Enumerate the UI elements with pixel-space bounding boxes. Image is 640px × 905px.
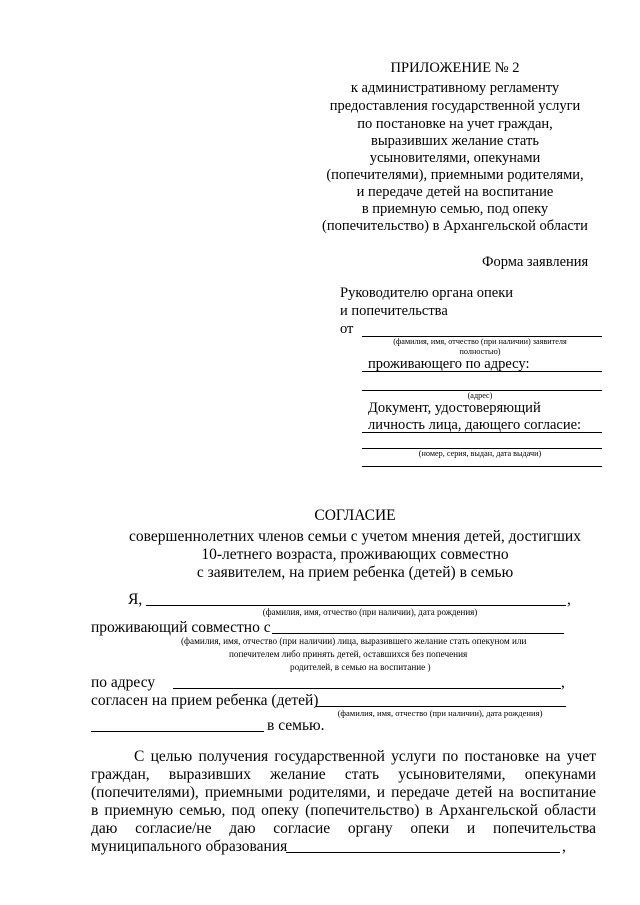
residing-line	[362, 371, 602, 372]
appendix-line: усыновителями, опекунами	[369, 150, 541, 166]
caption-i: (фамилия, имя, отчество (при наличии), дата рождения)	[262, 607, 478, 617]
municipality-label: муниципального образования	[91, 838, 288, 855]
address-label: по адресу	[91, 674, 156, 691]
consent-title: СОГЛАСИЕ	[314, 507, 396, 524]
from-label: от	[340, 321, 354, 337]
paragraph-line: в приемную семью, под опеку (попечительство) в Архангельской области	[91, 802, 596, 819]
doc-line	[362, 432, 602, 433]
address-line	[173, 688, 561, 689]
residing-label: проживающего по адресу:	[368, 356, 530, 372]
consent-subtitle: с заявителем, на прием ребенка (детей) в семью	[196, 564, 514, 581]
i-name-line	[146, 605, 566, 606]
consent-subtitle: совершеннолетних членов семьи с учетом мнения детей, достигших	[129, 528, 581, 545]
appendix-line: к административному регламенту	[350, 80, 560, 96]
addressee-line: Руководителю органа опеки	[340, 285, 514, 301]
municipality-line	[286, 852, 560, 853]
caption-child: (фамилия, имя, отчество (при наличии), дата рождения)	[337, 708, 543, 718]
doc-label: личность лица, дающего согласие:	[368, 417, 582, 433]
caption-applicant-name: (фамилия, имя, отчество (при наличии) заявителя	[393, 337, 567, 346]
child-line	[316, 706, 566, 707]
child-line-2	[91, 731, 264, 732]
caption-cohabit: (фамилия, имя, отчество (при наличии) лица, выразившего желание стать опекуном или	[181, 636, 527, 646]
comma: ,	[562, 838, 566, 855]
cohabit-line	[272, 633, 564, 634]
appendix-line: выразивших желание стать	[371, 133, 539, 149]
appendix-line: по постановке на учет граждан,	[357, 116, 553, 132]
caption-cohabit: родителей, в семью на воспитание )	[290, 662, 431, 672]
caption-applicant-name: полностью)	[459, 347, 501, 356]
appendix-line: в приемную семью, под опеку	[361, 201, 549, 217]
addressee-line: и попечительства	[340, 303, 448, 319]
agree-label: согласен на прием ребенка (детей)	[91, 692, 319, 709]
comma: ,	[567, 591, 571, 608]
appendix-line: (попечителями), приемными родителями,	[326, 167, 584, 183]
into-family: в семью.	[267, 717, 325, 734]
cohabit-label: проживающий совместно с	[91, 619, 271, 636]
paragraph-line: С целью получения государственной услуги по постановке на учет	[134, 748, 596, 765]
doc-line	[362, 466, 602, 467]
appendix-title: ПРИЛОЖЕНИЕ № 2	[390, 60, 520, 76]
appendix-line: предоставления государственной услуги	[329, 98, 581, 114]
paragraph-line: даю согласие/не даю согласие органу опеки и попечительства	[91, 820, 596, 837]
comma: ,	[561, 674, 565, 691]
consent-subtitle: 10-летнего возраста, проживающих совместно	[201, 546, 509, 563]
caption-doc: (номер, серия, выдан, дата выдачи)	[418, 449, 542, 458]
i-label: Я,	[128, 591, 143, 608]
appendix-line: и передаче детей на воспитание	[356, 184, 554, 200]
paragraph-line: (попечителями), приемными родителями, и передаче детей на воспитание	[91, 784, 596, 801]
caption-address: (адрес)	[467, 391, 493, 400]
appendix-line: (попечительство) в Архангельской области	[322, 218, 588, 234]
form-label: Форма заявления	[482, 254, 589, 270]
doc-label: Документ, удостоверяющий	[368, 400, 541, 416]
paragraph-line: граждан, выразивших желание стать усыновителями, опекунами	[91, 766, 596, 783]
caption-cohabit: попечителем либо принять детей, оставшихся без попечения	[229, 649, 468, 659]
